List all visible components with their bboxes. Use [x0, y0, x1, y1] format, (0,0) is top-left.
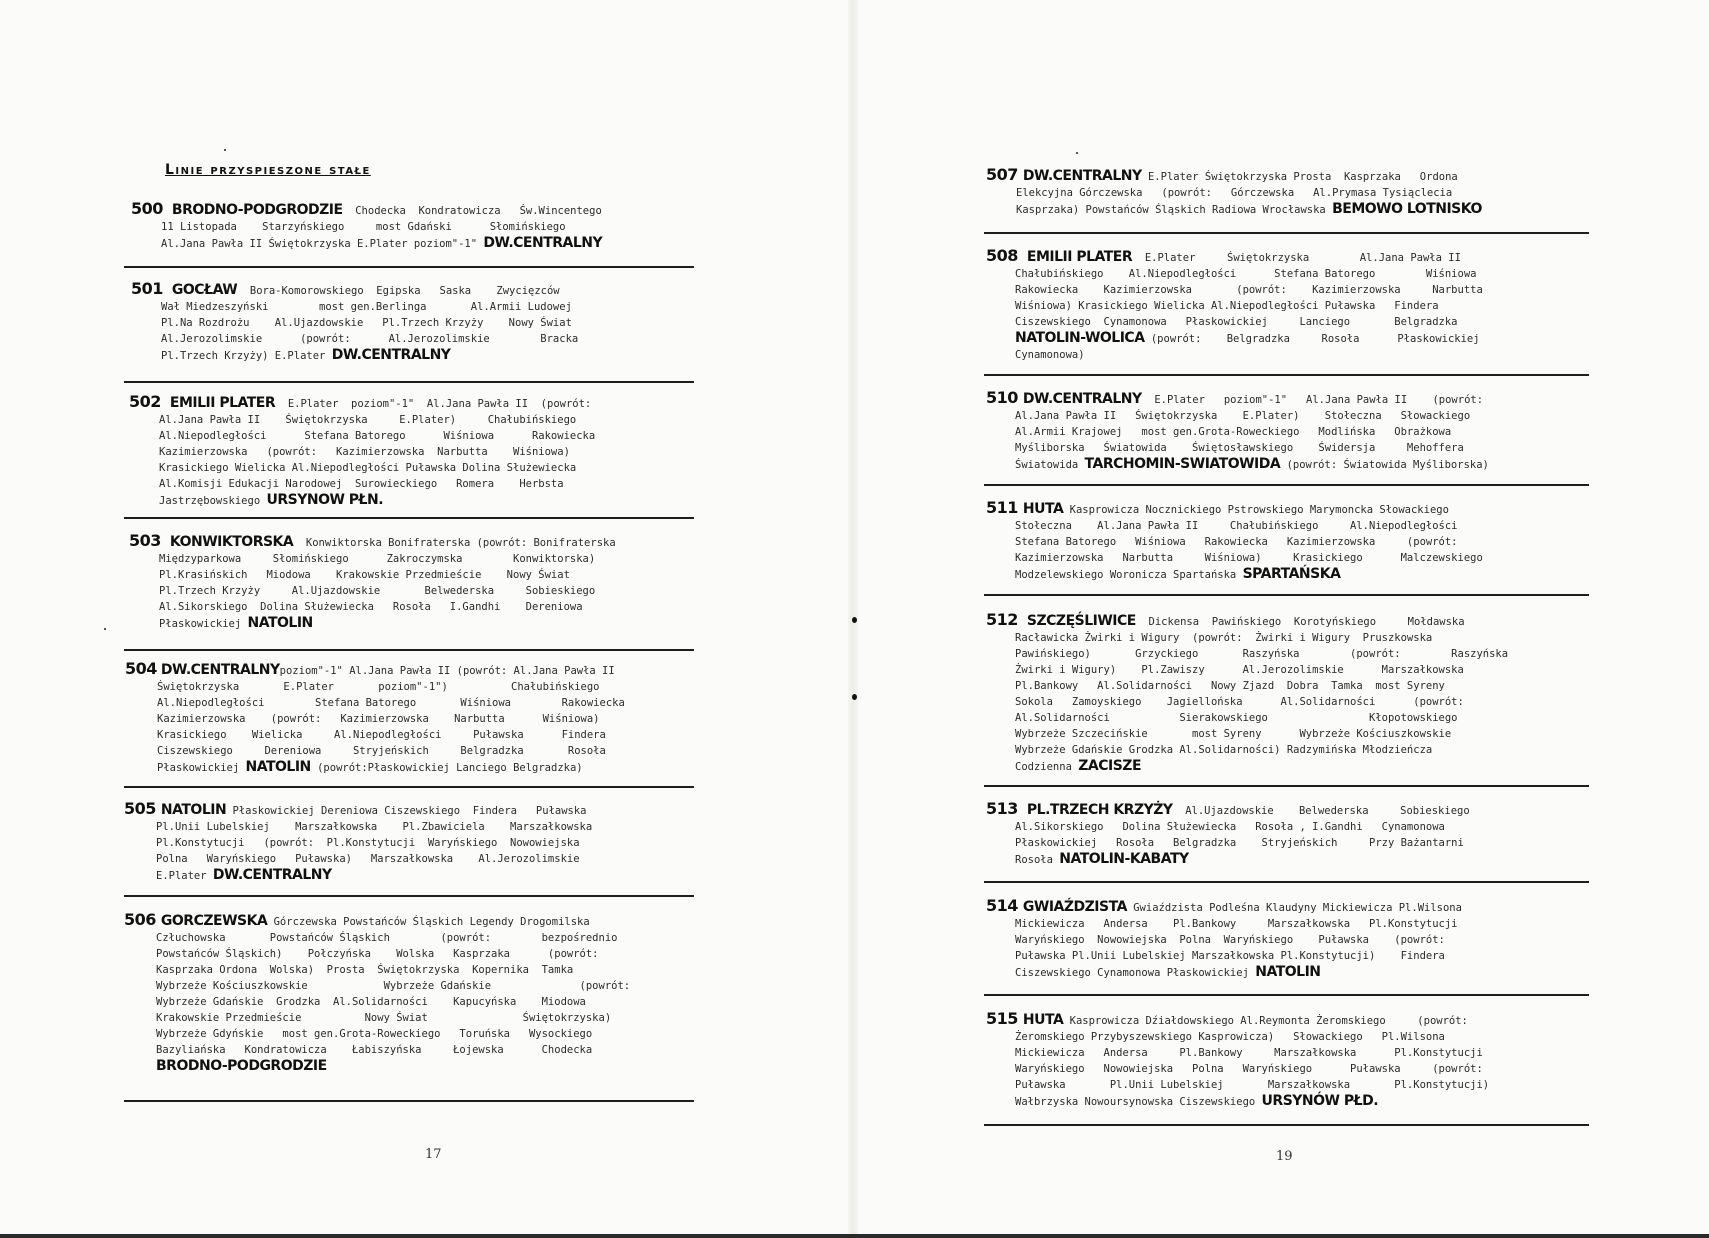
route-line: Al.Jana Pawła II Świętokrzyska E.Plater poziom"-1" — [161, 238, 478, 250]
route-start: EMILII PLATER — [1026, 249, 1133, 265]
route-number: 501 — [131, 279, 163, 298]
separator-rule — [984, 594, 1589, 596]
route-line: Al.Niepodległości Stefana Batorego Wiśniowa Rakowiecka — [157, 697, 625, 709]
route-line: Wybrzeże Szczecińskie most Syreny Wybrzeże Kościuszkowskie — [1015, 728, 1452, 740]
route-start: SZCZĘŚLIWICE — [1026, 613, 1136, 629]
separator-rule — [124, 649, 694, 651]
route-line: Waryńskiego Nowowiejska Polna Waryńskiego Puławska (powrót: — [1015, 1063, 1483, 1075]
route-line: Dickensa Pawińskiego Korotyńskiego Mołdawska — [1148, 616, 1465, 628]
route-line: Gwiaździsta Podleśna Klaudyny Mickiewicza Pl.Wilsona — [1133, 902, 1462, 914]
route-end: DW.CENTRALNY — [331, 347, 451, 363]
route-line: E.Plater poziom"-1" Al.Jana Pawła II (powrót: — [287, 398, 592, 410]
route-line: Al.Solidarności Sierakowskiego Kłopotowskiego — [1015, 712, 1458, 724]
separator-rule — [124, 1100, 694, 1102]
route-line: E.Plater poziom"-1" Al.Jana Pawła II (powrót: — [1154, 394, 1484, 406]
route-line: Al.Sikorskiego Dolina Służewiecka Rosoła I.Gandhi Dereniowa — [159, 601, 583, 613]
route-503 — [129, 533, 694, 632]
route-number: 514 — [986, 896, 1018, 915]
route-501 — [131, 281, 691, 364]
route-line: E.Plater Świętokrzyska Prosta Kasprzaka Ordona — [1147, 171, 1458, 183]
route-line: poziom"-1" Al.Jana Pawła II (powrót: Al.Jana Pawła II — [279, 665, 615, 677]
route-start: KONWIKTORSKA — [169, 534, 294, 550]
route-line: Cynamonowa) — [1015, 349, 1085, 361]
route-number: 515 — [986, 1009, 1018, 1028]
route-line: Kazimierzowska (powrót: Kazimierzowska Narbutta Wiśniowa) — [157, 713, 600, 725]
route-line: Pl.Krasińskich Miodowa Krakowskie Przedmieście Nowy Świat — [159, 569, 570, 581]
separator-rule — [984, 994, 1589, 996]
route-512 — [986, 612, 1586, 775]
route-line: Mickiewicza Andersa Pl.Bankowy Marszałkowska Pl.Konstytucji — [1015, 1047, 1483, 1059]
separator-rule — [984, 785, 1589, 787]
route-line: Człuchowska Powstańców Śląskich (powrót: bezpośrednio — [156, 932, 618, 944]
route-line: Waryńskiego Nowowiejska Polna Waryńskiego Puławska (powrót: — [1015, 934, 1445, 946]
route-start: GOCŁAW — [171, 282, 238, 298]
route-line: Krasickiego Wielicka Al.Niepodległości Puławska Findera — [157, 729, 606, 741]
route-502 — [129, 394, 694, 509]
route-line: Racławicka Żwirki i Wigury (powrót: Żwirki i Wigury Pruszkowska — [1015, 632, 1433, 644]
route-line: Wybrzeże Gdańskie Grodzka Al.Solidarności Kapucyńska Miodowa — [156, 996, 586, 1008]
route-line: Kasprzaka) Powstańców Śląskich Radiowa Wrocławska — [1016, 204, 1326, 216]
route-line: Krasickiego Wielicka Al.Niepodległości Puławska Dolina Służewiecka — [159, 462, 577, 474]
scan-bottom-edge — [0, 1234, 1709, 1238]
route-line: Bora-Komorowskiego Egipska Saska Zwycięzców — [249, 285, 560, 297]
route-end: NATOLIN — [245, 759, 311, 775]
route-number: 512 — [986, 610, 1018, 629]
route-number: 510 — [986, 388, 1018, 407]
route-end: TARCHOMIN-SWIATOWIDA — [1084, 456, 1281, 472]
route-end: DW.CENTRALNY — [212, 867, 332, 883]
route-start: HUTA — [1022, 1012, 1064, 1028]
route-511 — [986, 500, 1586, 583]
route-line: E.Plater Świętokrzyska Al.Jana Pawła II — [1144, 252, 1461, 264]
route-number: 508 — [986, 246, 1018, 265]
scan-speck — [1076, 152, 1078, 154]
route-line: Pl.Trzech Krzyży Al.Ujazdowskie Belwederska Sobieskiego — [159, 585, 596, 597]
route-line: Płaskowickiej Rosoła Belgradzka Stryjeńskich Przy Bażantarni — [1015, 837, 1464, 849]
route-start: PL.TRZECH KRZYŻY — [1026, 802, 1173, 818]
route-line: Chodecka Kondratowicza Św.Wincentego — [355, 205, 602, 217]
separator-rule — [124, 381, 694, 383]
route-line: E.Plater — [156, 870, 207, 882]
separator-rule — [124, 517, 694, 519]
route-number: 507 — [986, 165, 1018, 184]
route-line: Al.Sikorskiego Dolina Służewiecka Rosoła , I.Gandhi Cynamonowa — [1015, 821, 1445, 833]
route-line: Pawińskiego) Grzyckiego Raszyńska (powrót: Raszyńska — [1015, 648, 1509, 660]
route-start: NATOLIN — [160, 802, 227, 818]
route-line: Pl.Bankowy Al.Solidarności Nowy Zjazd Dobra Tamka most Syreny — [1015, 680, 1445, 692]
route-line: Pl.Trzech Krzyży) E.Plater — [161, 350, 326, 362]
route-line: Al.Armii Krajowej most gen.Grota-Roweckiego Modlińska Obrażkowa — [1015, 426, 1452, 438]
route-line: Ciszewskiego Cynamonowa Płaskowickiej — [1015, 967, 1249, 979]
route-505 — [124, 801, 694, 884]
route-line: Ciszewskiego Cynamonowa Płaskowickiej Lanciego Belgradzka — [1015, 316, 1458, 328]
route-line: Stefana Batorego Wiśniowa Rakowiecka Kazimierzowska (powrót: — [1015, 536, 1458, 548]
route-start: HUTA — [1022, 501, 1064, 517]
route-line: Stołeczna Al.Jana Pawła II Chałubińskiego Al.Niepodległości — [1015, 520, 1458, 532]
route-line: Puławska Pl.Unii Lubelskiej Marszałkowska Pl.Konstytucji) — [1015, 1079, 1490, 1091]
route-line: Polna Waryńskiego Puławska) Marszałkowska Al.Jerozolimskie — [156, 853, 580, 865]
route-end: NATOLIN — [247, 615, 313, 631]
route-line: Myśliborska Światowida Świętosławskiego Świdersja Mehoffera — [1015, 442, 1464, 454]
route-start: BRODNO-PODGRODZIE — [171, 202, 343, 218]
route-line: Wybrzeże Gdańskie Grodzka Al.Solidarności) Radzymińska Młodzieńcza — [1015, 744, 1433, 756]
separator-rule — [984, 881, 1589, 883]
route-line: Żwirki i Wigury) Pl.Zawiszy Al.Jerozolimskie Marszałkowska — [1015, 664, 1464, 676]
route-line: Pl.Na Rozdrożu Al.Ujazdowskie Pl.Trzech Krzyży Nowy Świat — [161, 317, 572, 329]
separator-rule — [984, 484, 1589, 486]
route-number: 500 — [131, 199, 163, 218]
separator-rule — [124, 266, 694, 268]
route-line: Modzelewskiego Woronicza Spartańska — [1015, 569, 1237, 581]
route-line: Pl.Unii Lubelskiej Marszałkowska Pl.Zbawiciela Marszałkowska — [156, 821, 593, 833]
route-line: Al.Jana Pawła II Świętokrzyska E.Plater) Stołeczna Słowackiego — [1015, 410, 1471, 422]
route-end: DW.CENTRALNY — [483, 235, 603, 251]
route-line: Kazimierzowska Narbutta Wiśniowa) Krasickiego Malczewskiego — [1015, 552, 1483, 564]
route-line: Świętokrzyska E.Plater poziom"-1") Chałubińskiego — [157, 681, 600, 693]
route-508 — [986, 248, 1586, 363]
route-start: DW.CENTRALNY — [1022, 391, 1142, 407]
route-line: Ciszewskiego Dereniowa Stryjeńskich Belgradzka Rosoła — [157, 745, 606, 757]
route-line: Elekcyjna Górczewska (powrót: Górczewska Al.Prymasa Tysiąclecia — [1016, 187, 1453, 199]
route-end: ZACISZE — [1078, 758, 1142, 774]
page-number: 17 — [425, 1147, 442, 1162]
route-507 — [986, 167, 1586, 218]
route-line: Międzyparkowa Słomińskiego Zakroczymska Konwiktorska) — [159, 553, 596, 565]
route-number: 502 — [129, 392, 161, 411]
route-line: Rosoła — [1015, 854, 1053, 866]
route-line: Al.Ujazdowskie Belwederska Sobieskiego — [1185, 805, 1470, 817]
route-line: Kazimierzowska (powrót: Kazimierzowska Narbutta Wiśniowa) — [159, 446, 570, 458]
route-end: URSYNOW PŁN. — [266, 492, 384, 508]
route-start: GWIAŹDZISTA — [1022, 899, 1127, 915]
route-end: URSYNÓW PŁD. — [1261, 1093, 1379, 1109]
route-504 — [125, 661, 705, 776]
route-line: Rakowiecka Kazimierzowska (powrót: Kazimierzowska Narbutta — [1015, 284, 1483, 296]
route-end: NATOLIN — [1255, 964, 1321, 980]
route-line: Konwiktorska Bonifraterska (powrót: Bonifraterska — [305, 537, 616, 549]
route-start: DW.CENTRALNY — [1022, 168, 1142, 184]
route-start: EMILII PLATER — [169, 395, 276, 411]
route-line: (powrót: Belgradzka Rosoła Płaskowickiej — [1150, 333, 1480, 345]
route-line: Płaskowickiej — [157, 762, 240, 774]
route-506 — [124, 912, 694, 1075]
route-line: Wiśniowa) Krasickiego Wielicka Al.Niepodległości Puławska Findera — [1015, 300, 1439, 312]
route-line: Puławska Pl.Unii Lubelskiej Marszałkowska Pl.Konstytucji) Findera — [1015, 950, 1445, 962]
route-line: Wałbrzyska Nowoursynowska Ciszewskiego — [1015, 1096, 1256, 1108]
route-end: NATOLIN-WOLICA — [1015, 330, 1145, 346]
route-line: Codzienna — [1015, 761, 1072, 773]
route-line: Mickiewicza Andersa Pl.Bankowy Marszałkowska Pl.Konstytucji — [1015, 918, 1458, 930]
route-line: Pl.Konstytucji (powrót: Pl.Konstytucji Waryńskiego Nowowiejska — [156, 837, 580, 849]
route-line: 11 Listopada Starzyńskiego most Gdański Słomińskiego — [161, 221, 566, 233]
route-line: Płaskowickiej Dereniowa Ciszewskiego Findera Puławska — [232, 805, 587, 817]
route-number: 511 — [986, 498, 1018, 517]
route-line: Jastrzębowskiego — [159, 495, 261, 507]
route-line: (powrót: Światowida Myśliborska) — [1286, 459, 1489, 471]
route-line: Wał Miedzeszyński most gen.Berlinga Al.Armii Ludowej — [161, 301, 572, 313]
route-line: Al.Komisji Edukacji Narodowej Surowieckiego Romera Herbsta — [159, 478, 564, 490]
route-end: NATOLIN-KABATY — [1059, 851, 1189, 867]
route-start: GORCZEWSKA — [160, 913, 268, 929]
route-500 — [131, 201, 691, 252]
route-number: 503 — [129, 531, 161, 550]
route-start: DW.CENTRALNY — [160, 662, 280, 678]
page-number: 19 — [1276, 1149, 1293, 1164]
route-number: 504 — [125, 659, 157, 678]
route-line: Wybrzeże Gdyńskie most gen.Grota-Roweckiego Toruńska Wysockiego — [156, 1028, 593, 1040]
route-line: Wybrzeże Kościuszkowskie Wybrzeże Gdańskie (powrót: — [156, 980, 631, 992]
separator-rule — [984, 374, 1589, 376]
right-page — [855, 0, 1709, 1238]
separator-rule — [124, 786, 694, 788]
separator-rule — [984, 1124, 1589, 1126]
route-line: Sokola Zamoyskiego Jagiellońska Al.Solidarności (powrót: — [1015, 696, 1464, 708]
separator-rule — [984, 232, 1589, 234]
route-line: Al.Jerozolimskie (powrót: Al.Jerozolimskie Bracka — [161, 333, 579, 345]
route-number: 505 — [124, 799, 156, 818]
route-end: BRODNO-PODGRODZIE — [156, 1058, 327, 1074]
route-line: Al.Jana Pawła II Świętokrzyska E.Plater) Chałubińskiego — [159, 414, 577, 426]
route-513 — [986, 801, 1586, 868]
route-end: BEMOWO LOTNISKO — [1332, 201, 1482, 217]
route-line: Światowida — [1015, 459, 1079, 471]
route-line: Górczewska Powstańców Śląskich Legendy Drogomilska — [273, 916, 590, 928]
scan-speck — [104, 628, 106, 630]
route-line: Chałubińskiego Al.Niepodległości Stefana Batorego Wiśniowa — [1015, 268, 1477, 280]
route-line: Powstańców Śląskich) Połczyńska Wolska Kasprzaka (powrót: — [156, 948, 599, 960]
route-514 — [986, 898, 1586, 981]
route-line: Kasprzaka Ordona Wolska) Prosta Świętokrzyska Kopernika Tamka — [156, 964, 574, 976]
route-line: Kasprowicza Dźiałdowskiego Al.Reymonta Żeromskiego (powrót: — [1069, 1015, 1468, 1027]
route-515 — [986, 1011, 1586, 1110]
route-line: Bazyliańska Kondratowicza Łabiszyńska Łojewska Chodecka — [156, 1044, 593, 1056]
scan-speck — [224, 149, 226, 151]
route-line: Krakowskie Przedmieście Nowy Świat Świętokrzyska) — [156, 1012, 612, 1024]
route-line: Żeromskiego Przybyszewskiego Kasprowicza) Słowackiego Pl.Wilsona — [1015, 1031, 1445, 1043]
route-line: Kasprowicza Nocznickiego Pstrowskiego Marymoncka Słowackiego — [1069, 504, 1449, 516]
route-number: 506 — [124, 910, 156, 929]
route-number: 513 — [986, 799, 1018, 818]
separator-rule — [124, 895, 694, 897]
route-line: Płaskowickiej — [159, 618, 242, 630]
section-heading: Linie przyspieszone stałe — [165, 162, 371, 178]
route-510 — [986, 390, 1596, 473]
route-line: Al.Niepodległości Stefana Batorego Wiśniowa Rakowiecka — [159, 430, 596, 442]
route-end: SPARTAŃSKA — [1242, 566, 1341, 582]
route-line: (powrót:Płaskowickiej Lanciego Belgradzka) — [317, 762, 583, 774]
